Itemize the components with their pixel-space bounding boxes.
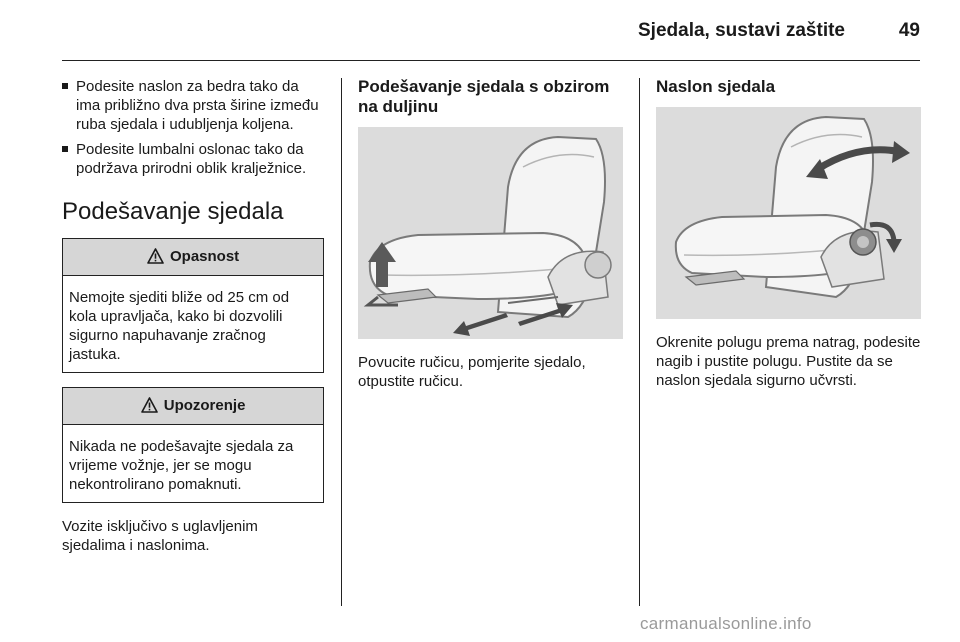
list-item [62, 140, 324, 178]
page-number: 49 [898, 20, 920, 41]
warning-notice [62, 387, 324, 503]
warning-notice-text: Nikada ne podešavajte sjedala za vrijeme vožnje, jer se mogu nekontrolirano pomaknuti. [69, 438, 294, 493]
seat-longitudinal-adjustment-illustration [358, 127, 623, 339]
warning-notice-title: Upozorenje [163, 397, 246, 414]
bullet-square-icon [62, 146, 68, 152]
column-left [62, 77, 324, 555]
closing-paragraph: Vozite isključivo s uglavljenim sjedalima i naslonima. [62, 518, 258, 554]
watermark: carmanualsonline.info [640, 614, 812, 633]
warning-notice-header [63, 388, 323, 425]
bullet-list [62, 77, 324, 178]
column-divider-1 [341, 78, 342, 606]
bullet-square-icon [62, 83, 68, 89]
column-middle [358, 77, 623, 391]
warning-triangle-icon [147, 248, 170, 265]
danger-notice-text: Nemojte sjediti bliže od 25 cm od kola upravljača, kako bi dozvolili sigurno napuhavanje zračnog jastuka. [69, 289, 290, 363]
bullet-text: Podesite lumbalni oslonac tako da podržava prirodni oblik kralježnice. [76, 141, 307, 177]
backrest-caption: Okrenite polugu prema natrag, podesite nagib i pustite polugu. Pustite da se naslon sjedala sigurno učvrsti. [656, 334, 921, 389]
header-divider [62, 60, 920, 61]
column-divider-2 [639, 78, 640, 606]
column-right [656, 77, 921, 390]
danger-notice [62, 238, 324, 373]
seat-backrest-adjustment-illustration [656, 107, 921, 319]
longitudinal-adjustment-caption: Povucite ručicu, pomjerite sjedalo, otpustite ručicu. [358, 354, 586, 390]
section-title: Podešavanje sjedala [62, 198, 284, 225]
backrest-heading: Naslon sjedala [656, 77, 776, 96]
bullet-text: Podesite naslon za bedra tako da ima približno dva prsta širine između ruba sjedala i udubljenja koljena. [76, 78, 319, 133]
danger-notice-title: Opasnost [169, 248, 240, 265]
danger-notice-header [63, 239, 323, 276]
longitudinal-adjustment-heading: Podešavanje sjedala s obzirom na duljinu [358, 77, 610, 116]
warning-triangle-icon [141, 397, 164, 414]
chapter-title: Sjedala, sustavi zaštite [638, 20, 845, 41]
list-item [62, 77, 324, 134]
